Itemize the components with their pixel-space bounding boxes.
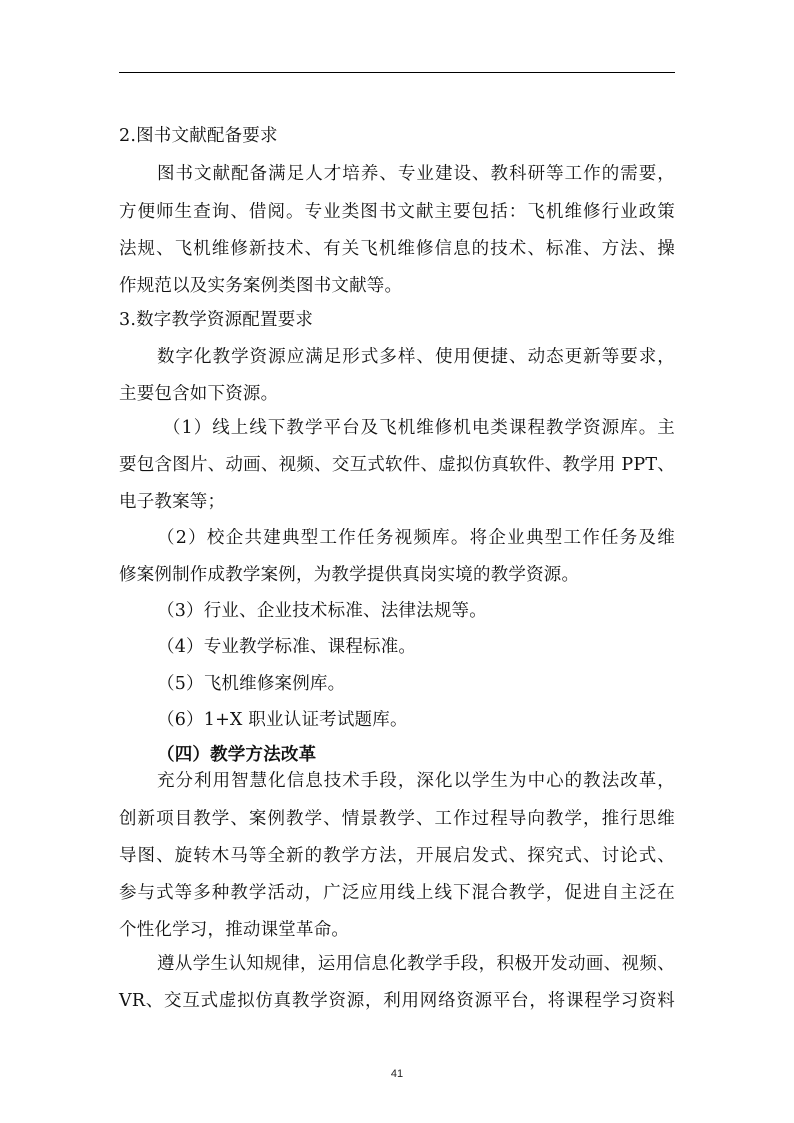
paragraph-line: 创新项目教学、案例教学、情景教学、工作过程导向教学，推行思维 [119, 809, 675, 829]
list-item-line: （1）线上线下教学平台及飞机维修机电类课程教学资源库。主 [163, 418, 675, 438]
paragraph-line: 遵从学生认知规律，运用信息化教学手段，积极开发动画、视频、 [157, 954, 675, 974]
paragraph-line: VR、交互式虚拟仿真教学资源，利用网络资源平台，将课程学习资料 [119, 991, 675, 1011]
section-2-title: 2.图书文献配备要求 [119, 126, 278, 146]
paragraph-line: 参与式等多种教学活动，广泛应用线上线下混合教学，促进自主泛在 [119, 883, 675, 903]
list-item: （6）1+X 职业认证考试题库。 [157, 710, 408, 730]
paragraph-line: 导图、旋转木马等全新的教学方法，开展启发式、探究式、讨论式、 [119, 846, 675, 866]
list-item: （4）专业教学标准、课程标准。 [157, 637, 417, 657]
paragraph-line: 图书文献配备满足人才培养、专业建设、教科研等工作的需要， [157, 164, 675, 184]
section-3-title: 3.数字教学资源配置要求 [119, 310, 314, 330]
section-heading: （四）教学方法改革 [157, 745, 317, 765]
paragraph-line: 法规、飞机维修新技术、有关飞机维修信息的技术、标准、方法、操 [119, 239, 675, 259]
list-item-line: （2）校企共建典型工作任务视频库。将企业典型工作任务及维 [157, 528, 675, 548]
paragraph-line: 作规范以及实务案例类图书文献等。 [119, 276, 403, 296]
paragraph-line: 主要包含如下资源。 [119, 384, 279, 404]
header-rule [119, 72, 675, 73]
page-number: 41 [390, 1068, 404, 1080]
paragraph-line: 个性化学习，推动课堂革命。 [119, 920, 350, 940]
paragraph-line: 充分利用智慧化信息技术手段，深化以学生为中心的教法改革， [157, 771, 675, 791]
list-item-line: 修案例制作成教学案例，为教学提供真岗实境的教学资源。 [119, 565, 580, 585]
list-item: （5）飞机维修案例库。 [157, 674, 346, 694]
paragraph-line: 方便师生查询、借阅。专业类图书文献主要包括：飞机维修行业政策 [119, 202, 675, 222]
list-item-line: 要包含图片、动画、视频、交互式软件、虚拟仿真软件、教学用 PPT、 [119, 455, 675, 475]
list-item: （3）行业、企业技术标准、法律法规等。 [157, 601, 487, 621]
list-item-line: 电子教案等； [119, 492, 226, 512]
paragraph-line: 数字化教学资源应满足形式多样、使用便捷、动态更新等要求， [157, 347, 675, 367]
